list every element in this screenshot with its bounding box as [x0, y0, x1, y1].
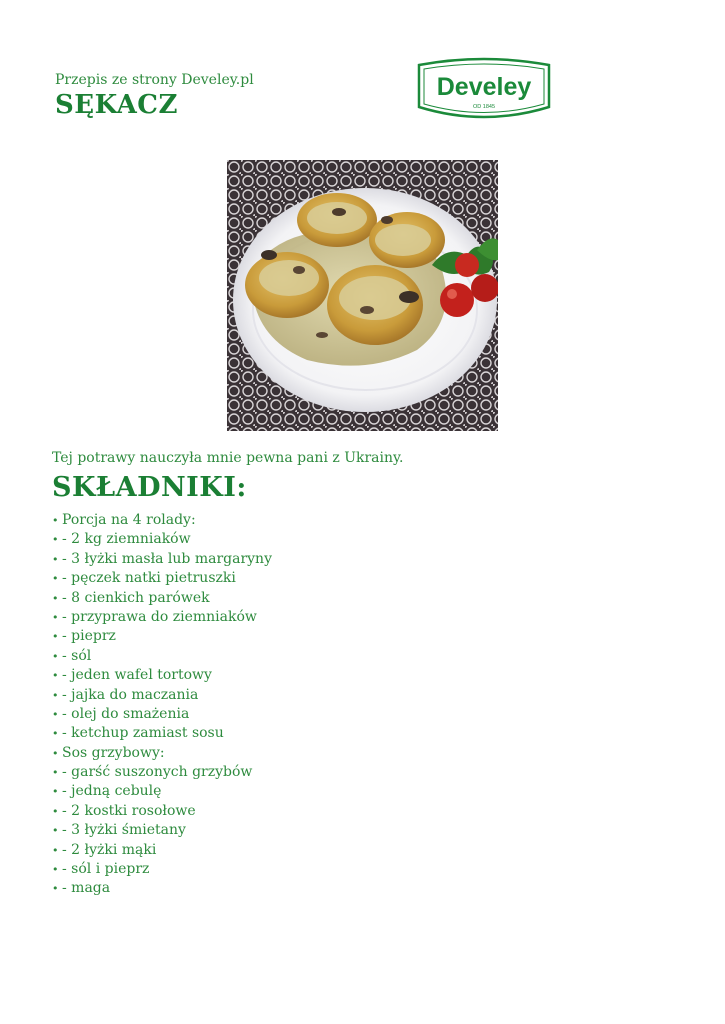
bullet-icon: •	[52, 766, 59, 780]
ingredient-item	[52, 608, 272, 627]
ingredient-text: - pęczek natki pietruszki	[62, 570, 236, 587]
bullet-icon: •	[52, 882, 59, 896]
bullet-icon: •	[52, 824, 59, 838]
ingredient-text: - 3 łyżki śmietany	[62, 822, 186, 839]
bullet-icon: •	[52, 785, 59, 799]
ingredient-item	[52, 686, 272, 705]
ingredient-text: - 3 łyżki masła lub margaryny	[62, 550, 272, 567]
ingredient-item	[52, 511, 272, 530]
ingredient-text: - jeden wafel tortowy	[62, 667, 212, 684]
bullet-icon: •	[52, 707, 59, 721]
ingredient-item	[52, 724, 272, 743]
ingredient-item	[52, 860, 272, 879]
bullet-icon: •	[52, 533, 59, 547]
ingredient-text: - maga	[62, 880, 111, 897]
ingredient-item	[52, 744, 272, 763]
ingredient-item	[52, 802, 272, 821]
bullet-icon: •	[52, 552, 59, 566]
bullet-icon: •	[52, 727, 59, 741]
ingredient-text: - sól	[62, 647, 92, 664]
ingredient-item	[52, 763, 272, 782]
dish-photo	[227, 160, 498, 431]
ingredient-text: - 8 cienkich parówek	[62, 589, 210, 606]
ingredient-item	[52, 530, 272, 549]
ingredient-item	[52, 589, 272, 608]
intro-text: Tej potrawy nauczyła mnie pewna pani z Ukrainy.	[52, 450, 404, 466]
ingredient-text: - 2 kostki rosołowe	[62, 802, 196, 819]
source-line: Przepis ze strony Develey.pl	[55, 72, 254, 88]
ingredient-item	[52, 821, 272, 840]
ingredients-list	[52, 511, 272, 899]
ingredient-text: - pieprz	[62, 628, 116, 645]
bullet-icon: •	[52, 843, 59, 857]
ingredient-text: - garść suszonych grzybów	[62, 764, 253, 781]
ingredient-item	[52, 705, 272, 724]
ingredient-text: - sól i pieprz	[62, 861, 150, 878]
bullet-icon: •	[52, 669, 59, 683]
bullet-icon: •	[52, 688, 59, 702]
ingredient-text: - jajka do maczania	[62, 686, 199, 703]
bullet-icon: •	[52, 572, 59, 586]
ingredient-item	[52, 782, 272, 801]
develey-logo	[414, 57, 554, 123]
ingredient-text: Sos grzybowy:	[62, 744, 165, 761]
ingredient-item	[52, 666, 272, 685]
recipe-title: SĘKACZ	[55, 90, 178, 120]
ingredient-item	[52, 627, 272, 646]
bullet-icon: •	[52, 514, 59, 527]
ingredient-text: - jedną cebulę	[62, 783, 162, 800]
ingredient-text: - przyprawa do ziemniaków	[62, 608, 257, 625]
ingredients-heading: SKŁADNIKI:	[52, 472, 247, 503]
ingredient-text: - olej do smażenia	[62, 705, 190, 722]
ingredient-text: Porcja na 4 rolady:	[62, 512, 196, 528]
bullet-icon: •	[52, 746, 59, 760]
ingredient-item	[52, 550, 272, 569]
bullet-icon: •	[52, 591, 59, 605]
ingredient-item	[52, 569, 272, 588]
logo-brand: Develey	[436, 73, 532, 101]
ingredient-text: - ketchup zamiast sosu	[62, 725, 224, 742]
bullet-icon: •	[52, 863, 59, 877]
ingredient-text: - 2 łyżki mąki	[62, 841, 157, 858]
ingredient-item	[52, 647, 272, 666]
ingredient-item	[52, 841, 272, 860]
ingredient-item	[52, 879, 272, 898]
bullet-icon: •	[52, 649, 59, 663]
bullet-icon: •	[52, 610, 59, 624]
bullet-icon: •	[52, 804, 59, 818]
bullet-icon: •	[52, 630, 59, 644]
logo-tagline: OD 1845	[472, 104, 496, 110]
ingredient-text: - 2 kg ziemniaków	[62, 531, 191, 548]
